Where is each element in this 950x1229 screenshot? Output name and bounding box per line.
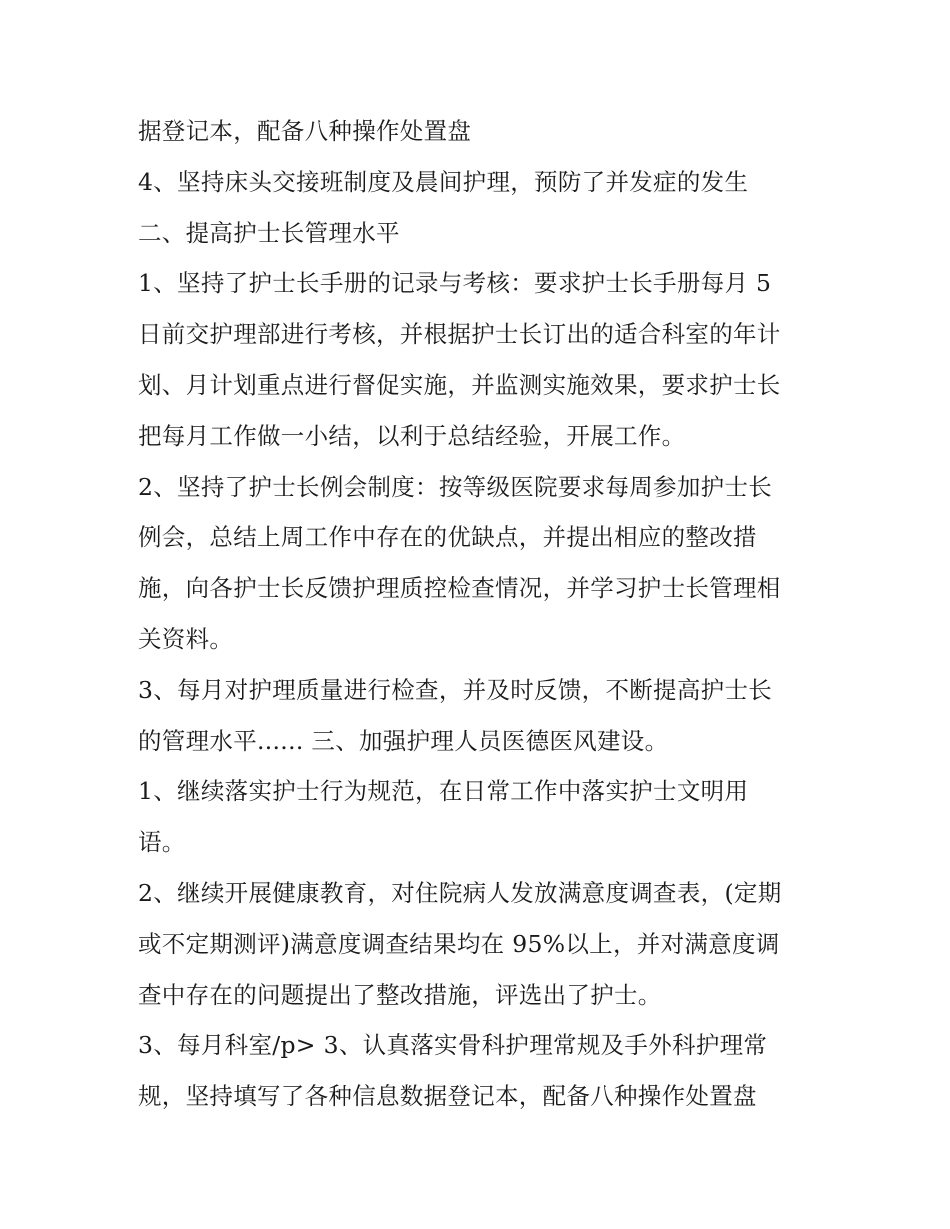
text-line: 查中存在的问题提出了整改措施，评选出了护士。 (138, 980, 662, 1009)
document-body (138, 106, 828, 1122)
text-line: 把每月工作做一小结，以利于总结经验，开展工作。 (138, 421, 686, 450)
text-line: 3、每月对护理质量进行检查，并及时反馈，不断提高护士长 (138, 675, 773, 704)
section-heading: 二、提高护士长管理水平 (138, 218, 400, 247)
text-line: 或不定期测评)满意度调查结果均在 95%以上，并对满意度调 (138, 929, 780, 958)
text-line: 划、月计划重点进行督促实施，并监测实施效果，要求护士长 (138, 370, 781, 399)
text-line: 日前交护理部进行考核，并根据护士长订出的适合科室的年计 (138, 320, 781, 349)
text-line: 据登记本，配备八种操作处置盘 (138, 117, 472, 145)
text-line: 语。 (138, 828, 186, 857)
text-line: 关资料。 (138, 624, 234, 653)
text-line: 2、继续开展健康教育，对住院病人发放满意度调查表，(定期 (138, 878, 782, 907)
text-line: 规，坚持填写了各种信息数据登记本，配备八种操作处置盘 (138, 1082, 757, 1111)
text-line: 4、坚持床头交接班制度及晨间护理，预防了并发症的发生 (138, 167, 749, 196)
text-line: 施，向各护士长反馈护理质控检查情况，并学习护士长管理相 (138, 574, 781, 603)
text-line: 的管理水平...... 三、加强护理人员医德医风建设。 (138, 726, 669, 755)
text-line: 3、每月科室/p> 3、认真落实骨科护理常规及手外科护理常 (138, 1031, 768, 1060)
text-line: 例会，总结上周工作中存在的优缺点，并提出相应的整改措 (138, 523, 757, 552)
text-line: 1、继续落实护士行为规范，在日常工作中落实护士文明用 (138, 777, 749, 806)
text-line: 1、坚持了护士长手册的记录与考核：要求护士长手册每月 5 (138, 269, 772, 298)
text-line: 2、坚持了护士长例会制度：按等级医院要求每周参加护士长 (138, 472, 773, 501)
